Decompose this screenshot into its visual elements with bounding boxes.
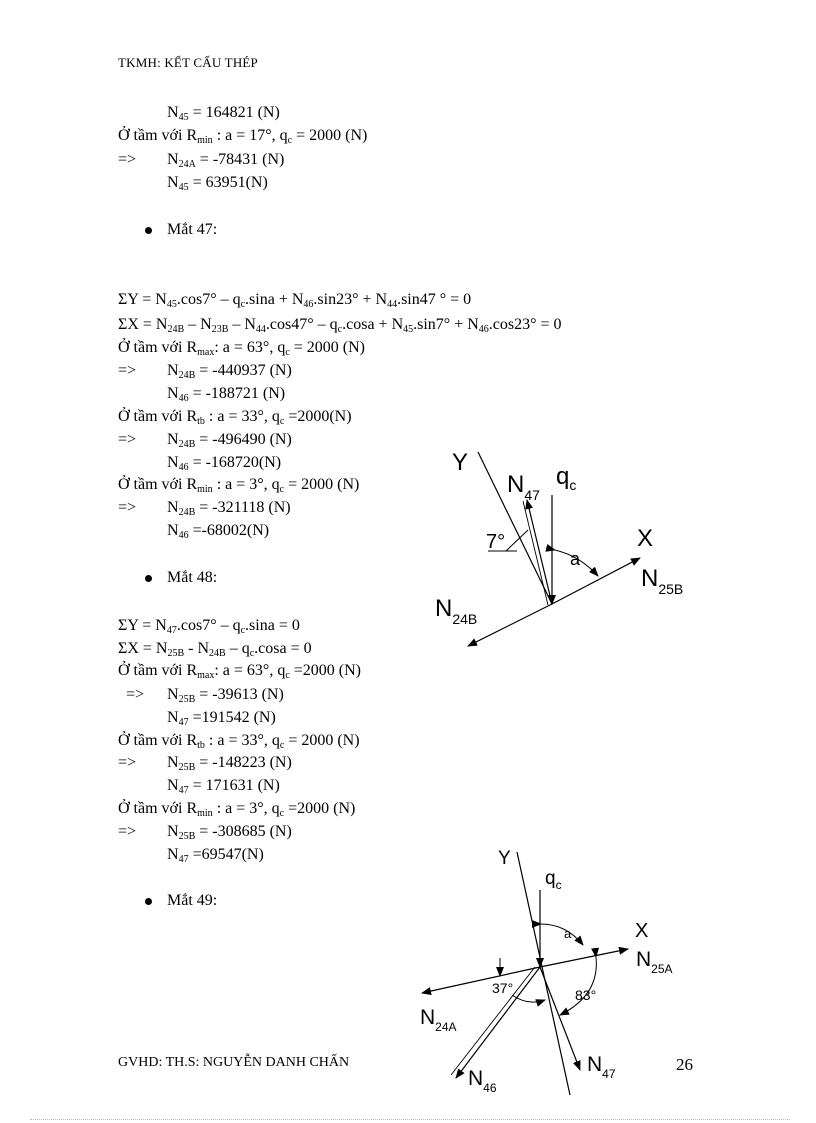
angle-83-arc xyxy=(560,957,596,1015)
eq-line: Ở tầm với $R_{max}$: a = 63°, $q_c = 2000$ (N) xyxy=(118,339,365,358)
eq-line: $N_{47} = 171631$ (N) xyxy=(167,777,280,796)
n24a-label: $N_{24A}$ xyxy=(420,1006,457,1034)
eq-line: $N_{24B} = -440937$ (N) xyxy=(167,362,292,381)
eq-line: Ở tầm với $R_{tb}$ : a = 33°, $q_c = 2000$ (N) xyxy=(118,732,360,751)
n25a-label: $N_{25A}$ xyxy=(636,948,673,976)
angle-a-arc xyxy=(541,924,583,945)
n47-arrow xyxy=(540,967,580,1070)
eq-line: $\Sigma Y = N_{45}.\cos 7^\circ - q_c.\sin a + N_{46}.\sin 23^\circ + N_{44}.\sin 47$ ° = 0 xyxy=(118,291,472,310)
y-axis-label: Y xyxy=(498,848,511,869)
eq-line: $N_{46} = -188721$ (N) xyxy=(167,385,286,404)
implies-arrow: => xyxy=(126,686,145,703)
implies-arrow: => xyxy=(118,151,137,168)
page-header: TKMH: KẾT CẤU THÉP xyxy=(118,55,258,70)
implies-arrow: => xyxy=(118,431,137,448)
x-axis-label: X xyxy=(637,525,654,552)
implies-arrow: => xyxy=(118,823,137,840)
section-heading-mat-47: Mắt 47: xyxy=(167,221,218,238)
n47-label: $N_{47}$ xyxy=(507,471,540,503)
section-heading-mat-48: Mắt 48: xyxy=(167,569,218,586)
eq-line: $N_{25B} = -39613$ (N) xyxy=(167,686,284,705)
angle-a-label: a xyxy=(564,926,572,941)
eq-line: $N_{46} = -168720(N)$ xyxy=(167,454,282,473)
eq-line: $\Sigma X = N_{24B} - N_{23B} - N_{44}.\cos 47^\circ - q_c.\cos a + N_{45}.\sin 7^\circ + N_{46}.\cos 23^\circ = 0$ xyxy=(118,316,562,335)
eq-line: Ở tầm với $R_{min}$ : a = 3°, $q_c = 2000$ (N) xyxy=(118,476,360,495)
eq-line: Ở tầm với $R_{tb}$ : a = 33°, $q_c =2000(N)$ xyxy=(118,408,352,427)
angle-a-label: a xyxy=(570,549,581,569)
y-axis-label: Y xyxy=(452,449,469,476)
n25b-label: $N_{25B}$ xyxy=(641,565,684,597)
x-axis-label: X xyxy=(635,920,649,942)
implies-arrow: => xyxy=(118,362,137,379)
eq-line: $N_{46} =-68002(N)$ xyxy=(167,522,270,541)
page-number: 26 xyxy=(676,1055,693,1074)
eq-line: $\Sigma Y = N_{47}.\cos 7^\circ - q_c.\sin a = 0$ xyxy=(118,617,300,636)
eq-line: $N_{47} =191542$ (N) xyxy=(167,709,276,728)
eq-line: $N_{45} = 63951(N)$ xyxy=(167,174,268,193)
implies-arrow: => xyxy=(118,499,137,516)
n46-label: $N_{46}$ xyxy=(468,1067,497,1095)
eq-line: $N_{47} =69547(N)$ xyxy=(167,846,264,865)
eq-line: Ở tầm với $R_{min}$ : a = 3°, $q_c =2000$ (N) xyxy=(118,800,356,819)
eq-line: Ở tầm với $R_{min}$ : a = 17°, $q_c = 2000$ (N) xyxy=(118,127,368,146)
eq-line: $N_{25B} = -148223$ (N) xyxy=(167,754,292,773)
eq-line: $N_{45} = 164821$ (N) xyxy=(167,104,280,123)
qc-label: $q_c$ xyxy=(556,463,577,493)
qc-label: $q_c$ xyxy=(545,868,562,892)
eq-line: $N_{24B} = -496490$ (N) xyxy=(167,431,292,450)
eq-line: Ở tầm với $R_{max}$: a = 63°, $q_c =2000$ (N) xyxy=(118,662,361,681)
angle-37-arc xyxy=(512,995,545,1002)
n24b-label: $N_{24B}$ xyxy=(435,595,478,627)
y-axis-line xyxy=(517,852,570,1095)
x-axis-arrow xyxy=(540,949,628,967)
eq-line: $N_{24B} = -321118$ (N) xyxy=(167,499,291,518)
n47-label: $N_{47}$ xyxy=(587,1053,616,1081)
implies-arrow: => xyxy=(118,754,137,771)
eq-line: $N_{25B} = -308685$ (N) xyxy=(167,823,292,842)
angle-37-label: 37° xyxy=(492,980,514,996)
section-heading-mat-49: Mắt 49: xyxy=(167,892,218,909)
angle-83-label: 83° xyxy=(575,987,597,1003)
eq-line: $N_{24A} = -78431$ (N) xyxy=(167,151,285,170)
eq-line: $\Sigma X = N_{25B} - N_{24B} - q_c.\cos a = 0$ xyxy=(118,640,312,659)
page-bottom-dotted-line xyxy=(30,1119,790,1120)
angle-7-label: 7° xyxy=(486,531,506,553)
page-footer: GVHD: TH.S: NGUYỄN DANH CHẤN xyxy=(118,1055,350,1070)
n24a-arrow xyxy=(422,967,540,993)
